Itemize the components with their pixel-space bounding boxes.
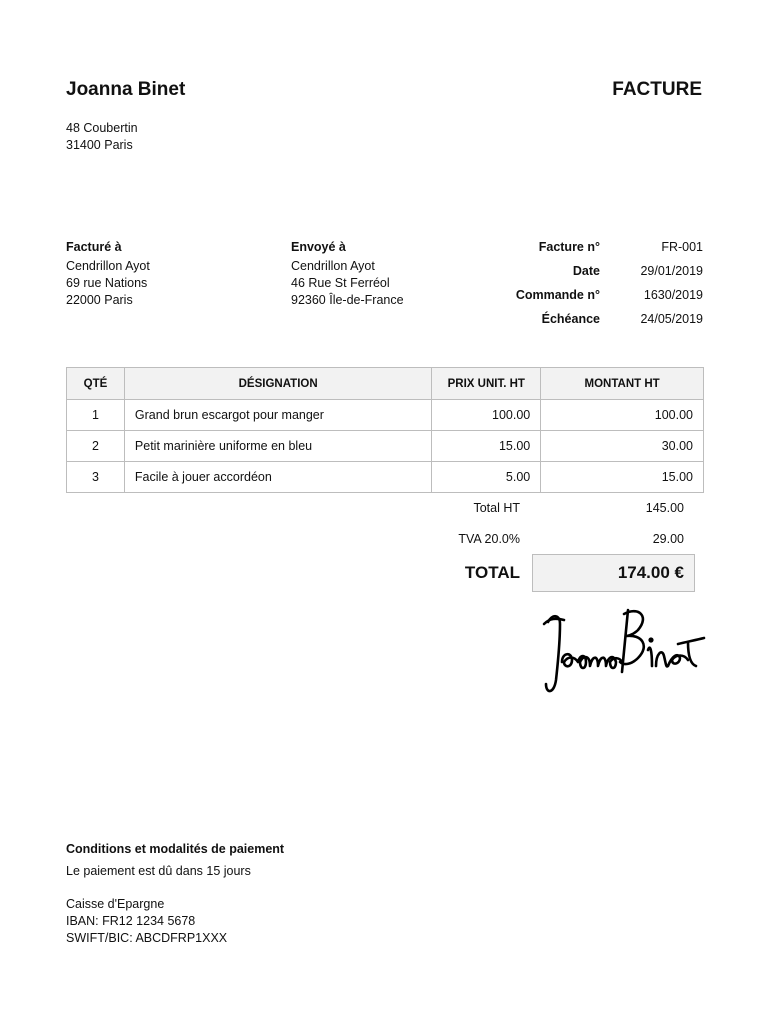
cell-designation: Facile à jouer accordéon [124,462,431,493]
shipped-to-line: Cendrillon Ayot [291,259,375,273]
column-header-designation: DÉSIGNATION [124,368,431,400]
shipped-to-line: 46 Rue St Ferréol [291,276,390,290]
tax-label: TVA 20.0% [458,531,520,546]
table-row [67,462,704,493]
meta-row-due-date [500,312,703,336]
sender-address [66,120,138,153]
sender-name: Joanna Binet [66,79,186,100]
meta-label: Échéance [541,312,600,326]
meta-value: 24/05/2019 [640,312,703,326]
payment-terms-title: Conditions et modalités de paiement [66,842,285,856]
meta-label: Date [572,264,600,278]
cell-amount: 30.00 [541,431,704,462]
cell-amount: 15.00 [541,462,704,493]
cell-designation: Grand brun escargot pour manger [124,400,431,431]
subtotal-row [66,492,704,523]
cell-qty: 3 [67,462,125,493]
meta-row-order-number [500,288,703,312]
shipped-to-title: Envoyé à [291,240,346,254]
column-header-amount: MONTANT HT [541,368,704,400]
meta-value: 1630/2019 [643,288,703,302]
table-row [67,400,704,431]
meta-label: Commande n° [515,288,600,302]
cell-amount: 100.00 [541,400,704,431]
meta-label: Facture n° [538,240,600,254]
cell-qty: 2 [67,431,125,462]
subtotal-value: 145.00 [645,500,684,515]
meta-row-date [500,264,703,288]
meta-value: FR-001 [661,240,703,254]
bank-details [66,896,284,947]
grand-total-value: 174.00 € [532,554,695,592]
handwritten-signature [538,600,708,700]
payment-terms-line: Le paiement est dû dans 15 jours [66,864,251,878]
table-row [67,431,704,462]
tax-value: 29.00 [652,531,684,546]
shipped-to-line: 92360 Île-de-France [291,293,404,307]
billed-to-line: 69 rue Nations [66,276,148,290]
billed-to-line: 22000 Paris [66,293,133,307]
cell-unit-price: 5.00 [432,462,541,493]
grand-total-row [66,554,704,592]
payment-terms [66,842,284,947]
subtotal-label: Total HT [473,500,520,515]
tax-row [66,523,704,554]
document-title: FACTURE [612,79,702,100]
column-header-unit-price: PRIX UNIT. HT [432,368,541,400]
cell-designation: Petit marinière uniforme en bleu [124,431,431,462]
shipped-to-block [291,240,404,309]
cell-unit-price: 100.00 [432,400,541,431]
invoice-meta [500,240,703,336]
sender-address-line: 48 Coubertin [66,121,138,135]
table-header-row [67,368,704,400]
items-table [66,367,704,493]
sender-address-line: 31400 Paris [66,137,133,152]
meta-value: 29/01/2019 [640,264,703,278]
billed-to-block [66,240,150,309]
grand-total-label: TOTAL [464,563,520,582]
bank-iban: IBAN: FR12 1234 5678 [66,914,196,928]
cell-qty: 1 [67,400,125,431]
billed-to-line: Cendrillon Ayot [66,259,150,273]
column-header-qty: QTÉ [67,368,125,400]
billed-to-title: Facturé à [66,240,122,254]
cell-unit-price: 15.00 [432,431,541,462]
meta-row-invoice-number [500,240,703,264]
bank-name: Caisse d'Epargne [66,897,165,911]
totals-block [66,492,704,592]
bank-swift: SWIFT/BIC: ABCDFRP1XXX [66,931,228,945]
